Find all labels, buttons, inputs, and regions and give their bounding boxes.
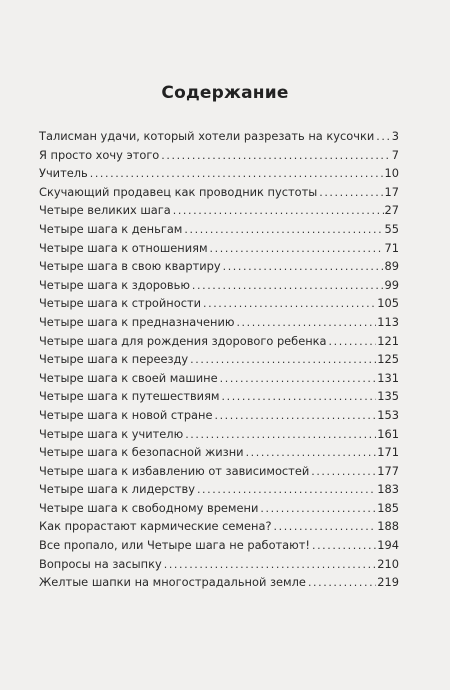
toc-entry — [39, 164, 399, 183]
toc-entry-title: Четыре шага к избавлению от зависимостей — [39, 463, 310, 478]
toc-entry-page-number: 210 — [377, 556, 399, 571]
toc-entry — [39, 555, 399, 574]
dot-leader — [164, 556, 377, 575]
toc-entry-title: Четыре шага к своей машине — [39, 370, 218, 385]
toc-entry-title: Я просто хочу этого — [39, 147, 160, 162]
toc-entry-page-number: 7 — [391, 147, 399, 162]
toc-entry-title: Четыре шага к лидерству — [39, 482, 195, 497]
dot-leader — [197, 481, 376, 500]
toc-entry-page-number: 153 — [377, 407, 399, 422]
toc-entry-page-number: 188 — [377, 519, 399, 534]
toc-entry-page-number: 3 — [391, 129, 399, 143]
toc-entry-page-number: 171 — [377, 445, 399, 460]
dot-leader — [210, 240, 384, 259]
dot-leader — [236, 314, 376, 333]
dot-leader — [312, 537, 376, 556]
toc-entry — [39, 332, 399, 351]
toc-entry — [39, 127, 399, 146]
toc-entry — [39, 406, 399, 425]
toc-entry-page-number: 89 — [384, 259, 399, 274]
toc-entry-title: Талисман удачи, который хотели разрезать на кусочки — [39, 129, 375, 143]
dot-leader — [329, 333, 377, 352]
dot-leader — [376, 128, 390, 147]
toc-entry — [39, 443, 399, 462]
toc-entry — [39, 201, 399, 220]
toc-entry-page-number: 99 — [384, 277, 399, 292]
toc-entry-page-number: 10 — [384, 166, 399, 181]
toc-entry — [39, 257, 399, 276]
toc-entry — [39, 573, 399, 592]
toc-entry-title: Четыре великих шага — [39, 203, 171, 218]
toc-entry-page-number: 55 — [384, 221, 399, 236]
toc-entry-title: Четыре шага к стройности — [39, 296, 202, 311]
toc-entry-title: Четыре шага к новой стране — [39, 407, 213, 422]
toc-entry — [39, 480, 399, 499]
toc-entry-title: Вопросы на засыпку — [39, 556, 162, 571]
page-title: Содержание — [161, 83, 289, 103]
dot-leader — [319, 184, 383, 203]
toc-entry-page-number: 71 — [384, 240, 399, 255]
toc-entry — [39, 183, 399, 202]
toc-entry — [39, 425, 399, 444]
dot-leader — [185, 426, 376, 445]
toc-entry-page-number: 17 — [384, 184, 399, 199]
toc-entry — [39, 220, 399, 239]
dot-leader — [246, 444, 377, 463]
toc-entry-title: Скучающий продавец как проводник пустоты — [39, 184, 318, 199]
toc-entry-page-number: 219 — [377, 575, 399, 590]
toc-entry-title: Четыре шага к предназначению — [39, 314, 235, 329]
dot-leader — [223, 258, 384, 277]
toc-entry — [39, 517, 399, 536]
toc-entry-title: Четыре шага к деньгам — [39, 221, 183, 236]
toc-entry-title: Четыре шага к путешествиям — [39, 389, 220, 404]
toc-entry-page-number: 161 — [377, 426, 399, 441]
toc-entry — [39, 387, 399, 406]
dot-leader — [214, 407, 376, 426]
dot-leader — [190, 351, 376, 370]
toc-entry — [39, 276, 399, 295]
toc-entry-title: Все пропало, или Четыре шага не работают! — [39, 538, 310, 553]
toc-entry-title: Четыре шага к здоровью — [39, 277, 190, 292]
toc-entry — [39, 369, 399, 388]
toc-entry-title: Четыре шага в свою квартиру — [39, 259, 221, 274]
dot-leader — [274, 518, 377, 537]
dot-leader — [308, 574, 376, 593]
toc-entry-title: Четыре шага к учителю — [39, 426, 184, 441]
dot-leader — [161, 147, 390, 166]
toc-entry-title: Четыре шага к переезду — [39, 352, 189, 367]
toc-entry — [39, 462, 399, 481]
toc-entry-title: Желтые шапки на многострадальной земле — [39, 575, 306, 590]
toc-entry-title: Четыре шага к безопасной жизни — [39, 445, 244, 460]
dot-leader — [311, 463, 376, 482]
toc-entry-page-number: 131 — [377, 370, 399, 385]
dot-leader — [220, 370, 377, 389]
toc-entry-page-number: 105 — [377, 296, 399, 311]
dot-leader — [222, 388, 377, 407]
dot-leader — [203, 295, 376, 314]
toc-entry-page-number: 185 — [377, 500, 399, 515]
dot-leader — [184, 221, 383, 240]
dot-leader — [173, 202, 384, 221]
toc-entry-page-number: 125 — [377, 352, 399, 367]
toc-entry-title: Четыре шага к отношениям — [39, 240, 208, 255]
toc-entry-page-number: 113 — [377, 314, 399, 329]
toc-entry-page-number: 135 — [377, 389, 399, 404]
toc-entry-page-number: 121 — [377, 333, 399, 348]
toc-entry — [39, 313, 399, 332]
toc-entry — [39, 350, 399, 369]
toc-entry-page-number: 194 — [377, 538, 399, 553]
toc-entry — [39, 146, 399, 165]
toc-entry-title: Четыре шага для рождения здорового ребенка — [39, 333, 327, 348]
toc-entry — [39, 239, 399, 258]
toc-entry-page-number: 27 — [384, 203, 399, 218]
dot-leader — [192, 277, 384, 296]
toc-entry — [39, 294, 399, 313]
toc-entry-title: Четыре шага к свободному времени — [39, 500, 259, 515]
dot-leader — [90, 165, 384, 184]
toc-entry-page-number: 177 — [377, 463, 399, 478]
toc-entry — [39, 536, 399, 555]
toc-entry-page-number: 183 — [377, 482, 399, 497]
toc-entry-title: Учитель — [39, 166, 88, 181]
toc-entry — [39, 499, 399, 518]
table-of-contents — [39, 127, 399, 592]
toc-entry-title: Как прорастают кармические семена? — [39, 519, 272, 534]
dot-leader — [260, 500, 376, 519]
